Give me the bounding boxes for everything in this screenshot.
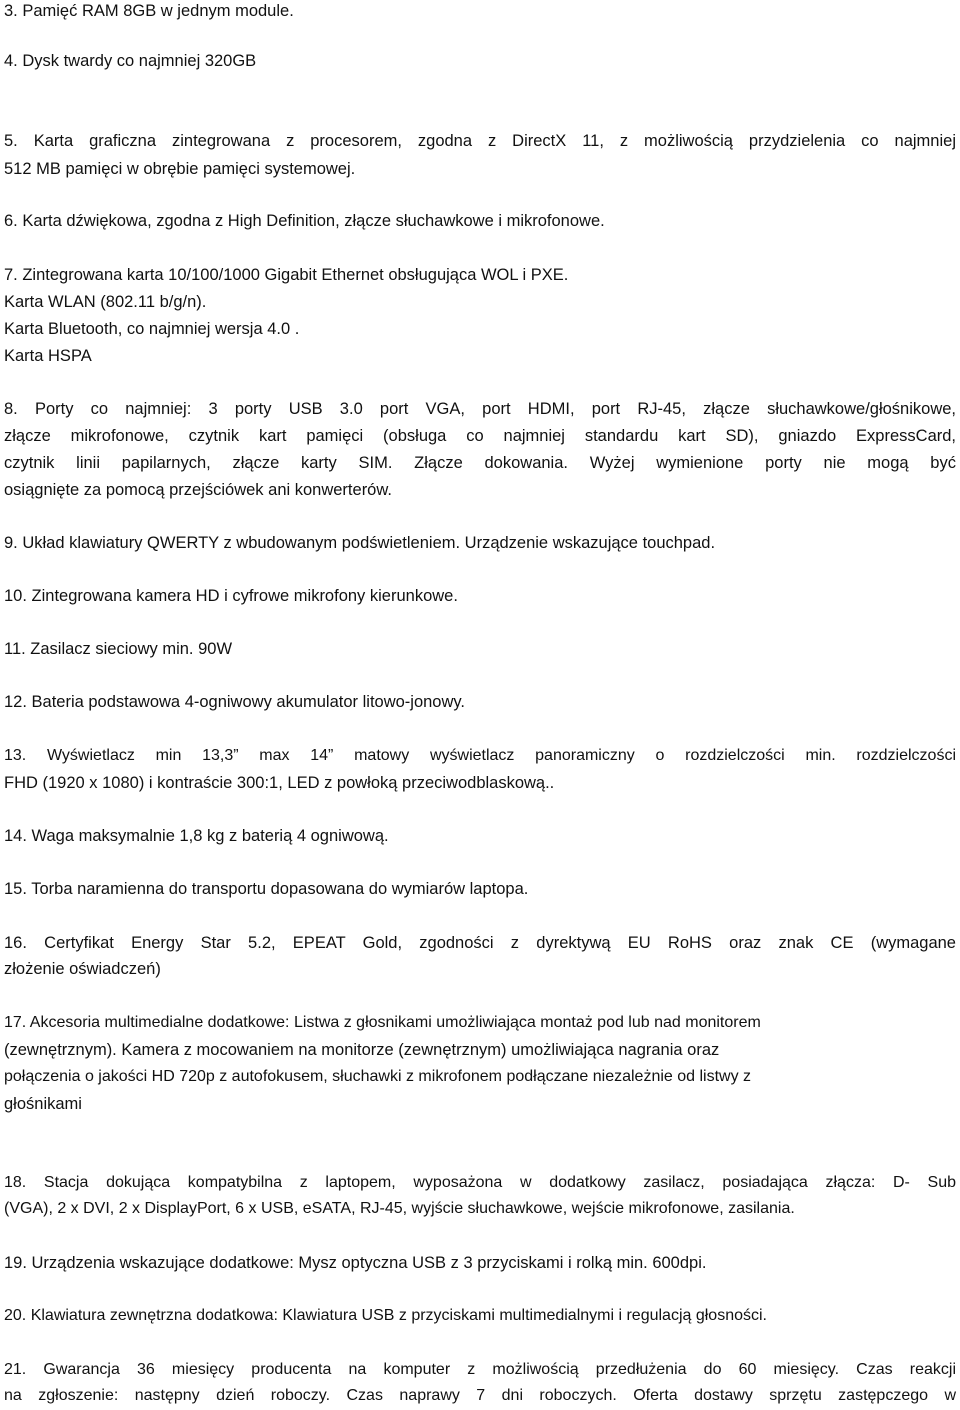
spec-line-ports-4: osiągnięte za pomocą przejściówek ani konwerterów. bbox=[4, 481, 392, 499]
spec-line-ports-1: 8. Porty co najmniej: 3 porty USB 3.0 port VGA, port HDMI, port RJ-45, złącze słuchawkowe/głośnikowe, bbox=[4, 400, 956, 418]
spec-line-keyboard: 9. Układ klawiatury QWERTY z wbudowanym podświetleniem. Urządzenie wskazujące touchpad. bbox=[4, 534, 716, 552]
spec-line-bluetooth: Karta Bluetooth, co najmniej wersja 4.0 . bbox=[4, 320, 300, 338]
spec-line-bag: 15. Torba naramienna do transportu dopasowana do wymiarów laptopa. bbox=[4, 880, 529, 898]
spec-line-display-2: FHD (1920 x 1080) i kontraście 300:1, LED z powłoką przeciwodblaskową.. bbox=[4, 774, 555, 792]
spec-line-display-1: 13. Wyświetlacz min 13,3” max 14” matowy wyświetlacz panoramiczny o rozdzielczości min. rozdzielczości bbox=[4, 747, 956, 764]
spec-line-gpu-2: 512 MB pamięci w obrębie pamięci systemowej. bbox=[4, 160, 356, 178]
spec-line-camera: 10. Zintegrowana kamera HD i cyfrowe mikrofony kierunkowe. bbox=[4, 587, 458, 605]
spec-line-gpu-1: 5. Karta graficzna zintegrowana z procesorem, zgodna z DirectX 11, z możliwością przydzielenia co najmniej bbox=[4, 132, 956, 150]
spec-line-ports-3: czytnik linii papilarnych, złącze karty SIM. Złącze dokowania. Wyżej wymienione porty nie mogą być bbox=[4, 454, 956, 472]
spec-line-certs-2: złożenie oświadczeń) bbox=[4, 960, 161, 978]
spec-line-wlan: Karta WLAN (802.11 b/g/n). bbox=[4, 293, 207, 311]
spec-line-warranty-2: na zgłoszenie: następny dzień roboczy. Czas naprawy 7 dni roboczych. Oferta dostawy sprzętu zastępczego w bbox=[4, 1387, 956, 1404]
spec-line-weight: 14. Waga maksymalnie 1,8 kg z baterią 4 ogniwową. bbox=[4, 827, 389, 845]
spec-line-accessories-4: głośnikami bbox=[4, 1095, 82, 1113]
spec-line-dock-2: (VGA), 2 x DVI, 2 x DisplayPort, 6 x USB, eSATA, RJ-45, wyjście słuchawkowe, wejście mikrofonowe, zasilania. bbox=[4, 1200, 795, 1217]
spec-line-power: 11. Zasilacz sieciowy min. 90W bbox=[4, 640, 233, 658]
spec-line-dock-1: 18. Stacja dokująca kompatybilna z laptopem, wyposażona w dodatkowy zasilacz, posiadająca złącza: D- Sub bbox=[4, 1174, 956, 1191]
spec-line-certs-1: 16. Certyfikat Energy Star 5.2, EPEAT Gold, zgodności z dyrektywą EU RoHS oraz znak CE (wymagane bbox=[4, 934, 956, 952]
spec-line-ram: 3. Pamięć RAM 8GB w jednym module. bbox=[4, 2, 294, 20]
spec-line-hspa: Karta HSPA bbox=[4, 347, 92, 365]
spec-line-mouse: 19. Urządzenia wskazujące dodatkowe: Mysz optyczna USB z 3 przyciskami i rolką min. 600dpi. bbox=[4, 1254, 707, 1272]
spec-line-warranty-1: 21. Gwarancja 36 miesięcy producenta na komputer z możliwością przedłużenia do 60 miesięcy. Czas reakcji bbox=[4, 1361, 956, 1378]
spec-line-accessories-1: 17. Akcesoria multimedialne dodatkowe: Listwa z głosnikami umożliwiająca montaż pod lub nad monitorem bbox=[4, 1014, 761, 1031]
spec-line-ext-keyboard: 20. Klawiatura zewnętrzna dodatkowa: Klawiatura USB z przyciskami multimedialnymi i regulacją głosności. bbox=[4, 1307, 767, 1324]
spec-line-ports-2: złącze mikrofonowe, czytnik kart pamięci (obsługa co najmniej standardu kart SD), gniazdo ExpressCard, bbox=[4, 427, 956, 445]
spec-line-audio: 6. Karta dźwiękowa, zgodna z High Definition, złącze słuchawkowe i mikrofonowe. bbox=[4, 212, 605, 230]
spec-line-accessories-2: (zewnętrznym). Kamera z mocowaniem na monitorze (zewnętrznym) umożliwiająca nagrania oraz bbox=[4, 1041, 720, 1059]
spec-line-accessories-3: połączenia o jakości HD 720p z autofokusem, słuchawki z mikrofonem podłączane niezależnie od listwy z bbox=[4, 1068, 752, 1085]
spec-line-battery: 12. Bateria podstawowa 4-ogniwowy akumulator litowo-jonowy. bbox=[4, 693, 466, 711]
spec-line-ethernet: 7. Zintegrowana karta 10/100/1000 Gigabit Ethernet obsługująca WOL i PXE. bbox=[4, 266, 569, 284]
spec-line-disk: 4. Dysk twardy co najmniej 320GB bbox=[4, 52, 257, 70]
